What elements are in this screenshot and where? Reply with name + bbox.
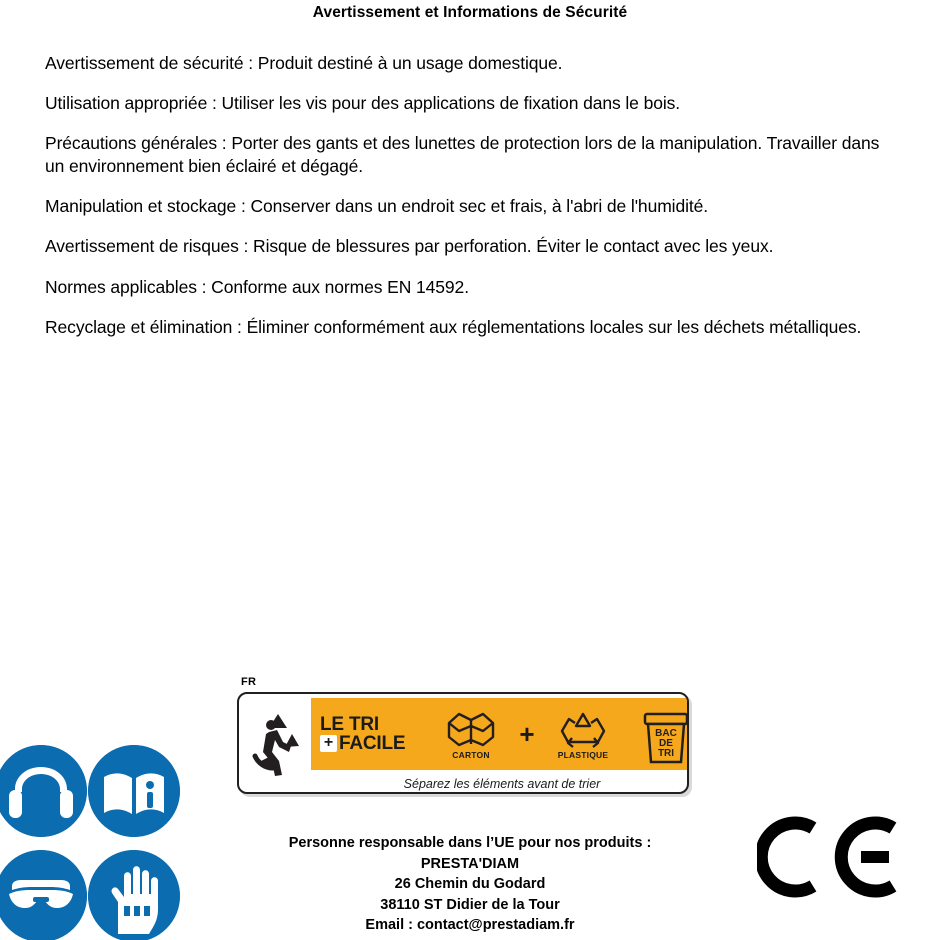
label-language-code: FR [241, 676, 257, 688]
responsible-party-block [190, 833, 750, 936]
material-carton [429, 698, 513, 770]
material-carton-caption: CARTON [452, 749, 490, 760]
paragraph-handling-storage: Manipulation et stockage : Conserver dans un endroit sec et frais, à l'abri de l'humidité. [45, 196, 709, 217]
responsible-party-company: PRESTA'DIAM [420, 855, 520, 872]
svg-text:TRI: TRI [657, 748, 675, 759]
hand-protection-icon [88, 850, 180, 940]
page-title: Avertissement et Informations de Sécurité [312, 4, 628, 21]
responsible-party-address-line-1: 26 Chemin du Godard [394, 876, 546, 893]
svg-text:DE: DE [659, 738, 673, 749]
read-instructions-icon [88, 745, 180, 837]
headline-line-1: LE TRI [320, 713, 379, 735]
eye-protection-icon [0, 850, 87, 940]
material-plastique-caption: PLASTIQUE [557, 749, 609, 760]
carton-box-icon [443, 709, 499, 749]
recycling-arrows-icon [558, 709, 608, 749]
paragraph-proper-use: Utilisation appropriée : Utiliser les vis pour des applications de fixation dans le bois. [45, 93, 681, 114]
triman-recycling-label [237, 676, 695, 814]
paragraph-standards: Normes applicables : Conforme aux normes EN 14592. [45, 276, 469, 297]
triman-recycling-icon [239, 694, 311, 792]
recycling-bin-icon [625, 698, 689, 770]
tri-facile-banner [311, 698, 689, 770]
tri-facile-footer: Séparez les éléments avant de trier [403, 777, 601, 791]
svg-text:BAC: BAC [655, 728, 677, 739]
material-separator-plus: + [519, 718, 535, 749]
headline-plus-sign: + [320, 735, 337, 752]
responsible-party-email: Email : contact@prestadiam.fr [365, 917, 575, 934]
responsible-party-heading: Personne responsable dans l’UE pour nos produits : [288, 835, 652, 851]
paragraph-recycling-disposal: Recyclage et élimination : Éliminer conformément aux réglementations locales sur les déchets métalliques. [45, 316, 862, 337]
mandatory-pictogram-group [0, 745, 190, 940]
headline-line-2: FACILE [339, 732, 406, 754]
paragraph-safety-warning: Avertissement de sécurité : Produit destiné à un usage domestique. [45, 53, 563, 73]
tri-facile-headline [311, 698, 429, 770]
material-plastique [541, 698, 625, 770]
tri-facile-box [237, 692, 689, 794]
ear-protection-icon [0, 745, 87, 837]
paragraph-risk-warning: Avertissement de risques : Risque de blessures par perforation. Éviter le contact avec les yeux. [45, 236, 774, 257]
responsible-party-address-line-2: 38110 ST Didier de la Tour [380, 896, 560, 913]
paragraph-general-precautions: Précautions générales : Porter des gants et des lunettes de protection lors de la manipulation. Travailler dans un environnement bien éclairé et dégagé. [45, 133, 880, 177]
safety-information-text [45, 52, 890, 339]
ce-marking-icon [757, 812, 907, 902]
